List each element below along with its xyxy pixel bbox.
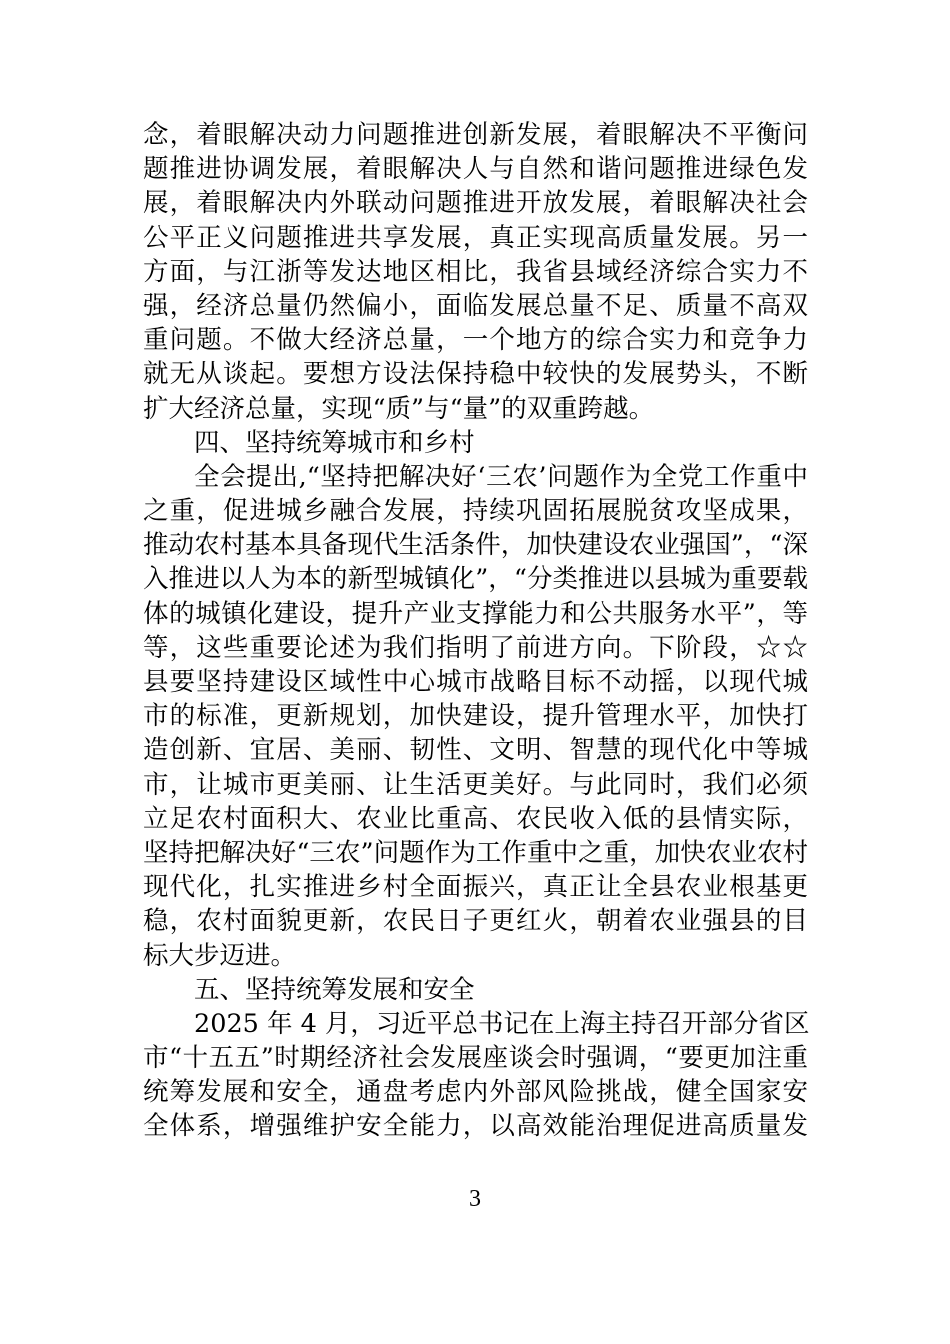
- text-line: 就无从谈起。要想方设法保持稳中较快的发展势头，不断: [143, 359, 808, 390]
- text-line: 稳，农村面貌更新，农民日子更红火，朝着农业强县的目: [143, 906, 808, 937]
- text-line: 坚持把解决好“三农”问题作为工作重中之重，加快农业农村: [143, 837, 808, 868]
- text-line: 入推进以人为本的新型城镇化”，“分类推进以县城为重要载: [143, 564, 808, 595]
- text-line: 现代化，扎实推进乡村全面振兴，真正让全县农业根基更: [143, 872, 808, 903]
- text-line: 造创新、宜居、美丽、韧性、文明、智慧的现代化中等城: [143, 735, 808, 766]
- section-heading: 四、坚持统筹城市和乡村: [194, 427, 475, 458]
- text-line: 全会提出,“坚持把解决好‘三农’问题作为全党工作重中: [194, 461, 808, 492]
- text-line: 县要坚持建设区域性中心城市战略目标不动摇，以现代城: [143, 667, 808, 697]
- text-line: 2025 年 4 月，习近平总书记在上海主持召开部分省区: [194, 1008, 810, 1039]
- text-line: 扩大经济总量，实现“质”与“量”的双重跨越。: [143, 393, 655, 424]
- text-line: 强，经济总量仍然偏小，面临发展总量不足、质量不高双: [143, 290, 808, 321]
- text-line: 题推进协调发展，着眼解决人与自然和谐问题推进绿色发: [143, 154, 808, 185]
- text-line: 体的城镇化建设，提升产业支撑能力和公共服务水平”，等: [143, 598, 808, 629]
- text-line: 重问题。不做大经济总量，一个地方的综合实力和竞争力: [143, 325, 808, 356]
- text-line: 统筹发展和安全，通盘考虑内外部风险挑战，健全国家安: [143, 1077, 808, 1108]
- text-line: 念，着眼解决动力问题推进创新发展，着眼解决不平衡问: [143, 120, 808, 150]
- text-line: 方面，与江浙等发达地区相比，我省县域经济综合实力不: [143, 256, 808, 287]
- text-line: 全体系，增强维护安全能力，以高效能治理促进高质量发: [143, 1111, 808, 1142]
- text-line: 标大步迈进。: [143, 940, 297, 971]
- text-line: 公平正义问题推进共享发展，真正实现高质量发展。另一: [143, 222, 808, 253]
- text-line: 之重，促进城乡融合发展，持续巩固拓展脱贫攻坚成果，: [143, 496, 808, 527]
- page-number: 3: [469, 1186, 481, 1212]
- text-line: 市，让城市更美丽、让生活更美好。与此同时，我们必须: [143, 769, 808, 800]
- text-line: 市“十五五”时期经济社会发展座谈会时强调，“要更加注重: [143, 1043, 808, 1074]
- text-line: 立足农村面积大、农业比重高、农民收入低的县情实际，: [143, 803, 808, 834]
- section-heading: 五、坚持统筹发展和安全: [194, 974, 475, 1005]
- body-text: [143, 118, 808, 1144]
- text-line: 展，着眼解决内外联动问题推进开放发展，着眼解决社会: [143, 188, 808, 219]
- text-line: 市的标准，更新规划，加快建设，提升管理水平，加快打: [143, 701, 808, 732]
- text-line: 等，这些重要论述为我们指明了前进方向。下阶段，☆☆: [143, 632, 808, 663]
- text-line: 推动农村基本具备现代生活条件，加快建设农业强国”，“深: [143, 530, 808, 561]
